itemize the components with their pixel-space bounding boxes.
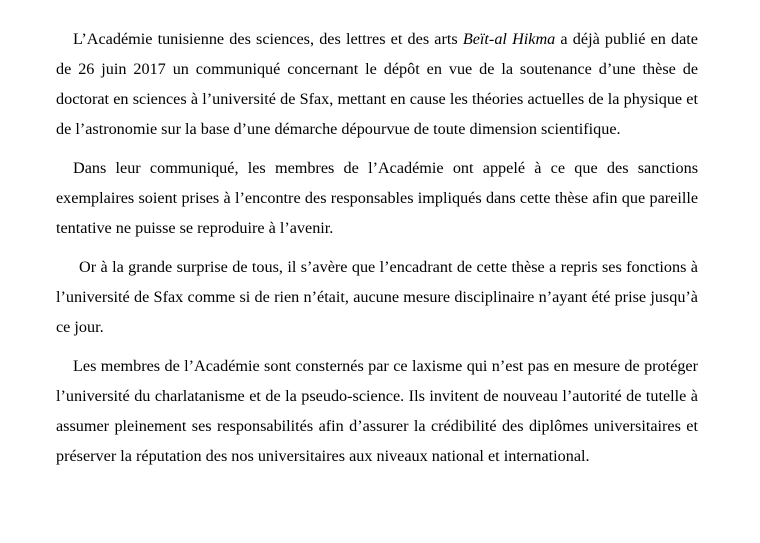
paragraph-1-text-start: L’Académie tunisienne des sciences, des lettres et des arts xyxy=(73,30,463,48)
beit-al-hikma-italic: Beït-al Hikma xyxy=(462,30,556,48)
paragraph-3: Or à la grande surprise de tous, il s’avère que l’encadrant de cette thèse a repris ses fonctions à l’université de Sfax comme si de rien n’était, aucune mesure disciplinaire n’ayant été prise jusqu’à ce jour. xyxy=(56,258,698,336)
paragraph-2: Dans leur communiqué, les membres de l’Académie ont appelé à ce que des sanctions exemplaires soient prises à l’encontre des responsables impliqués dans cette thèse afin que pareille tentative ne puisse se reproduire à l’avenir. xyxy=(56,159,698,237)
paragraph-1 xyxy=(56,24,698,144)
paragraph-1-text-end: a déjà publié en date de 26 juin 2017 un communiqué concernant le dépôt en vue de la soutenance d’une thèse de doctorat en sciences à l’université de Sfax, mettant en cause les théories actuelles de la physique et de l’astronomie sur la base d’une démarche dépourvue de toute dimension scientifique. xyxy=(56,30,698,138)
paragraph-4: Les membres de l’Académie sont consternés par ce laxisme qui n’est pas en mesure de protéger l’université du charlatanisme et de la pseudo-science. Ils invitent de nouveau l’autorité de tutelle à assumer pleinement ses responsabilités afin d’assurer la crédibilité des diplômes universitaires et préserver la réputation des nos universitaires aux niveaux national et international. xyxy=(56,357,698,465)
document-body xyxy=(56,24,698,471)
